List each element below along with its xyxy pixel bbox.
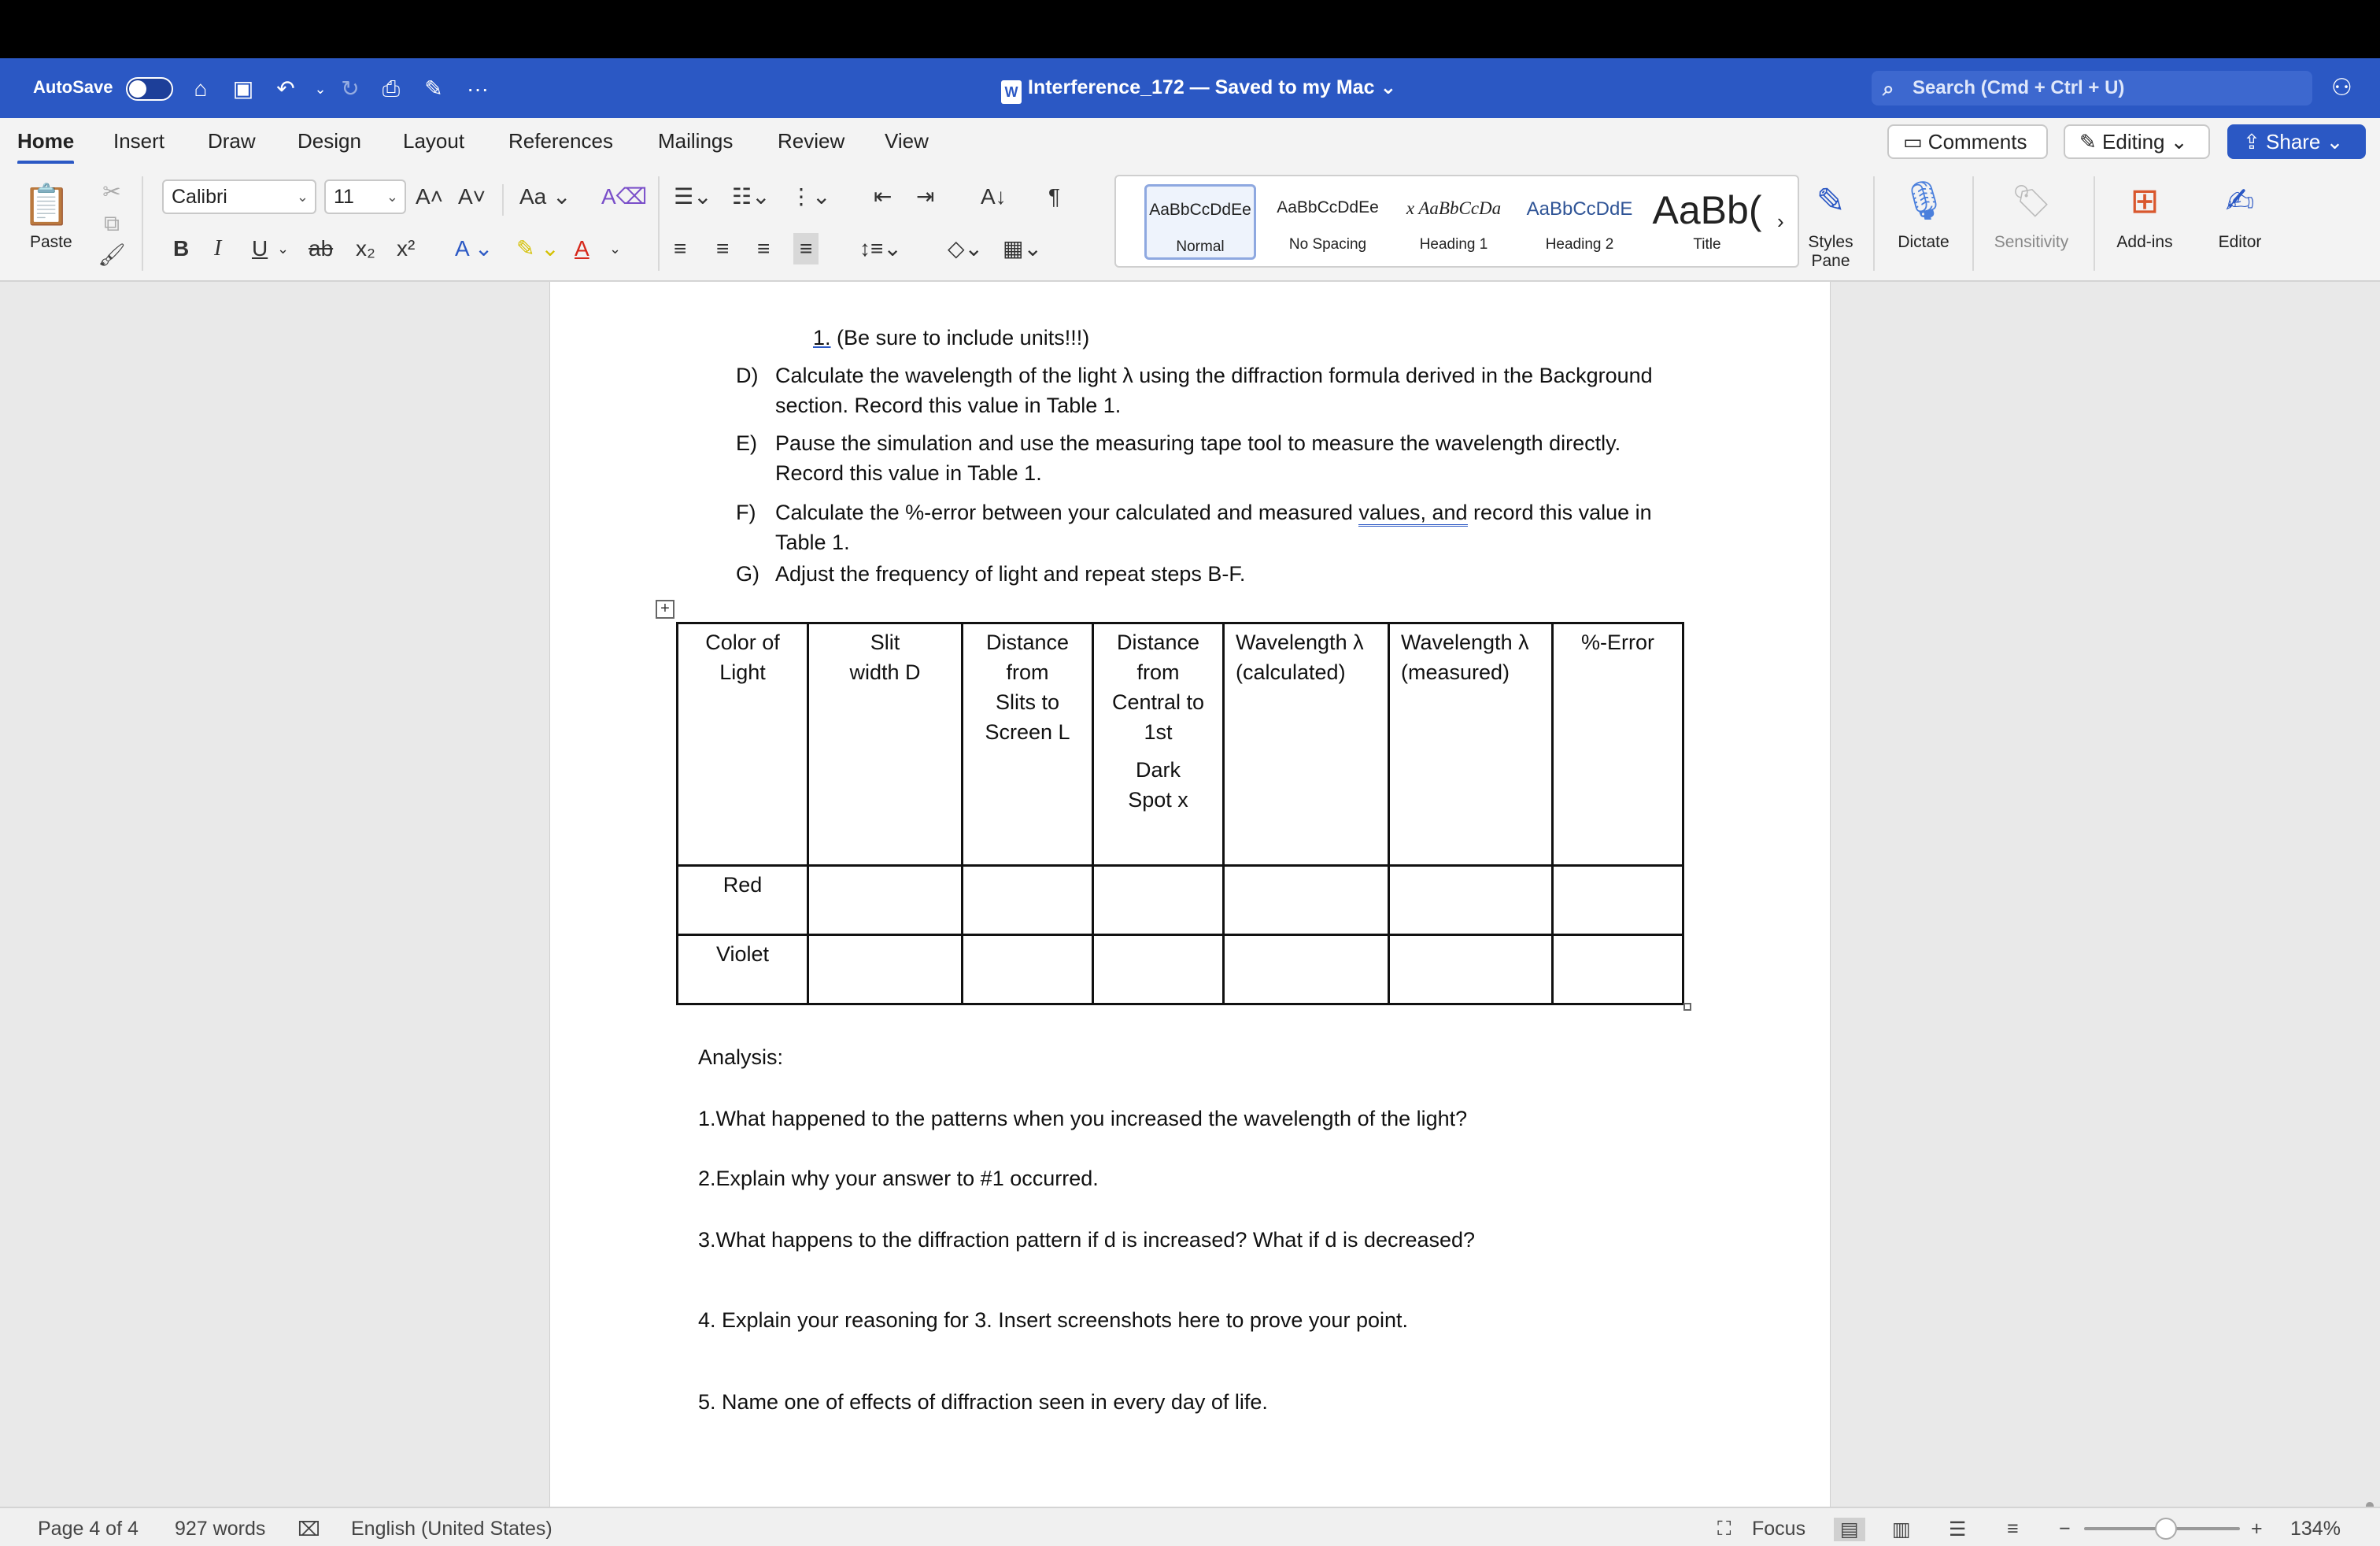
table-cell[interactable]: [1224, 935, 1389, 1004]
bullets-icon[interactable]: ☰⌄: [674, 184, 712, 209]
save-as-icon[interactable]: ✎: [424, 76, 443, 101]
borders-icon[interactable]: ▦⌄: [1003, 236, 1042, 261]
header-color-of-light[interactable]: Color of Light: [678, 623, 808, 866]
list-item-1: [813, 323, 1089, 353]
question-3: 3.What happens to the diffraction pattern if d is increased? What if d is decreased?: [698, 1228, 1476, 1252]
word-doc-icon: W: [1001, 80, 1022, 104]
align-right-icon[interactable]: ≡: [757, 236, 771, 261]
step-e-line-1: Pause the simulation and use the measuring tape tool to measure the wavelength directly.: [775, 431, 1621, 455]
document-page[interactable]: [549, 282, 1831, 1507]
question-1: 1.What happened to the patterns when you increased the wavelength of the light?: [698, 1107, 1468, 1130]
save-icon[interactable]: ▣: [232, 76, 254, 101]
tab-home[interactable]: Home: [17, 129, 75, 153]
strikethrough-icon[interactable]: ab: [309, 236, 334, 261]
chevron-down-icon: ⌄: [386, 189, 398, 205]
page-count[interactable]: Page 4 of 4: [38, 1518, 139, 1540]
add-ins-label: Add-ins: [2116, 233, 2173, 251]
table-cell[interactable]: [963, 866, 1093, 935]
chevron-down-icon[interactable]: ⌄: [609, 241, 622, 257]
header-distance-slits-screen[interactable]: Distance from Slits to Screen L: [963, 623, 1093, 866]
styles-pane-icon[interactable]: ✎: [1816, 182, 1846, 220]
highlight-icon[interactable]: ✎ ⌄: [516, 236, 560, 261]
title-bar: [0, 58, 2380, 118]
search-placeholder: Search (Cmd + Ctrl + U): [1913, 77, 2125, 98]
home-ribbon: [0, 164, 2380, 282]
document-canvas: [0, 282, 2380, 1507]
table-row: [678, 866, 1683, 935]
style-heading-2[interactable]: [1524, 184, 1635, 260]
table-cell[interactable]: [1093, 866, 1224, 935]
table-row: [678, 935, 1683, 1004]
tab-design[interactable]: Design: [298, 129, 361, 153]
header-slit-width[interactable]: Slit width D: [808, 623, 963, 866]
step-g-line-1: Adjust the frequency of light and repeat steps B-F.: [775, 562, 1246, 586]
sort-icon[interactable]: A↓: [981, 184, 1007, 209]
table-resize-handle[interactable]: [1683, 1003, 1691, 1011]
table-move-handle[interactable]: +: [656, 600, 674, 619]
increase-indent-icon[interactable]: ⇥: [916, 184, 935, 209]
header-percent-error[interactable]: %-Error: [1553, 623, 1683, 866]
tab-mailings[interactable]: Mailings: [658, 129, 734, 153]
menu-bar-black: [0, 0, 2380, 58]
autosave-label: AutoSave: [33, 77, 113, 97]
justify-icon[interactable]: ≡: [793, 233, 819, 264]
header-wavelength-measured[interactable]: Wavelength λ (measured): [1389, 623, 1553, 866]
home-icon[interactable]: ⌂: [194, 76, 208, 101]
line-spacing-icon[interactable]: ↕≡⌄: [859, 236, 902, 261]
data-table: [676, 622, 1684, 1005]
table-cell[interactable]: [1224, 866, 1389, 935]
ribbon-tab-bar: [0, 118, 2380, 164]
comments-button[interactable]: [1887, 124, 2048, 159]
editing-label: Editing: [2102, 130, 2165, 153]
undo-icon[interactable]: ↶: [276, 76, 295, 101]
underline-icon[interactable]: U: [252, 236, 268, 261]
zoom-in-icon[interactable]: +: [2251, 1518, 2263, 1540]
step-f-text-a: Calculate the %-error between your calculated and measured: [775, 501, 1359, 524]
zoom-slider-knob[interactable]: [2155, 1518, 2177, 1540]
paste-label: Paste: [30, 233, 72, 251]
shrink-font-icon[interactable]: A˅: [458, 184, 486, 209]
web-layout-icon[interactable]: ▥: [1892, 1518, 1911, 1540]
zoom-out-icon[interactable]: −: [2059, 1518, 2071, 1540]
account-icon[interactable]: ⚇: [2331, 75, 2352, 101]
font-name-value: Calibri: [172, 186, 227, 208]
shading-icon[interactable]: ◇⌄: [948, 236, 983, 261]
share-label: Share: [2266, 130, 2321, 153]
numbering-icon[interactable]: ☷⌄: [732, 184, 771, 209]
more-commands-icon[interactable]: ···: [467, 76, 489, 101]
style-name: Heading 1: [1419, 236, 1488, 253]
table-cell[interactable]: [1093, 935, 1224, 1004]
header-wavelength-calculated[interactable]: Wavelength λ (calculated): [1224, 623, 1389, 866]
step-letter-g: G): [736, 562, 759, 586]
bold-icon[interactable]: B: [173, 236, 190, 261]
style-no-spacing[interactable]: [1272, 184, 1384, 260]
editor-label: Editor: [2218, 233, 2262, 251]
comments-label: Comments: [1927, 130, 2027, 153]
text-effects-icon[interactable]: A ⌄: [455, 236, 493, 261]
editor-icon[interactable]: ✍: [2225, 182, 2255, 220]
table-cell[interactable]: [808, 866, 963, 935]
row-label-red[interactable]: Red: [678, 866, 808, 935]
share-button[interactable]: [2227, 124, 2366, 159]
grow-font-icon[interactable]: A˄: [416, 184, 444, 209]
step-e-line-2: Record this value in Table 1.: [775, 461, 1042, 485]
copy-icon[interactable]: ⧉: [104, 211, 120, 235]
sensitivity-label: Sensitivity: [1994, 233, 2069, 251]
step-d-line-1: Calculate the wavelength of the light λ using the diffraction formula derived in the Background: [775, 364, 1653, 387]
table-cell[interactable]: [808, 935, 963, 1004]
tab-insert[interactable]: Insert: [113, 129, 165, 153]
table-cell[interactable]: [1389, 866, 1553, 935]
paste-icon[interactable]: 📋: [22, 183, 72, 227]
font-size-select[interactable]: [324, 179, 406, 214]
question-2: 2.Explain why your answer to #1 occurred.: [698, 1167, 1099, 1190]
font-color-icon[interactable]: A: [575, 236, 589, 261]
style-heading-1[interactable]: [1398, 184, 1510, 260]
share-icon: ⇪: [2243, 130, 2267, 153]
change-case-button[interactable]: Aa ⌄: [519, 184, 571, 209]
chevron-down-icon: ⌄: [2320, 130, 2344, 153]
step-letter-e: E): [736, 431, 757, 455]
print-icon[interactable]: ⎙: [382, 76, 401, 101]
format-painter-icon[interactable]: 🖌: [98, 242, 126, 267]
step-f-line-2: Table 1.: [775, 531, 850, 554]
question-4: 4. Explain your reasoning for 3. Insert screenshots here to prove your point.: [698, 1308, 1408, 1332]
comment-icon: ▭: [1903, 130, 1928, 153]
table-cell[interactable]: [1389, 935, 1553, 1004]
outline-icon[interactable]: ☰: [1949, 1518, 1967, 1540]
document-title-text: Interference_172 — Saved to my Mac: [1028, 76, 1375, 98]
editing-button[interactable]: [2064, 124, 2210, 159]
table-cell[interactable]: [1553, 866, 1683, 935]
microphone-icon[interactable]: 🎙: [1900, 180, 1948, 222]
step-f-text-c: record this value in: [1467, 501, 1652, 524]
tab-review[interactable]: Review: [778, 129, 845, 153]
focus-label[interactable]: Focus: [1752, 1518, 1806, 1540]
undo-dropdown-icon[interactable]: ⌄: [314, 81, 327, 97]
show-formatting-icon[interactable]: ¶: [1048, 184, 1061, 209]
chevron-down-icon: ⌄: [296, 189, 309, 205]
multilevel-list-icon[interactable]: ⋮⌄: [790, 184, 831, 209]
sensitivity-icon[interactable]: 🏷: [2011, 184, 2052, 219]
search-icon: ⌕: [1883, 76, 1894, 100]
chevron-right-icon[interactable]: ›: [1777, 209, 1784, 233]
subscript-icon[interactable]: x₂: [356, 236, 375, 261]
style-name: Normal: [1176, 239, 1225, 255]
document-title[interactable]: [1001, 76, 1396, 104]
step-letter-d: D): [736, 364, 759, 387]
styles-gallery: [1114, 175, 1799, 268]
question-5: 5. Name one of effects of diffraction seen in every day of life.: [698, 1390, 1268, 1414]
clear-formatting-icon[interactable]: A⌫: [601, 184, 648, 209]
autosave-toggle[interactable]: [126, 77, 173, 101]
chevron-down-icon: ⌄: [1374, 76, 1397, 98]
print-layout-icon[interactable]: ▤: [1834, 1518, 1865, 1541]
step-d-line-2: section. Record this value in Table 1.: [775, 394, 1122, 417]
status-bar: [0, 1507, 2380, 1546]
style-sample: AaBbCcDdEe: [1277, 198, 1379, 216]
analysis-heading: Analysis:: [698, 1045, 784, 1069]
step-f-text-b: values, and: [1358, 501, 1467, 527]
header-distance-central-dark-spot[interactable]: Distance from Central to 1st Dark Spot x: [1093, 623, 1224, 866]
align-left-icon[interactable]: ≡: [674, 236, 687, 261]
style-sample: AaBb(: [1652, 188, 1762, 232]
language[interactable]: English (United States): [351, 1518, 552, 1540]
italic-icon[interactable]: I: [214, 236, 222, 261]
step-letter-f: F): [736, 501, 756, 524]
style-name: No Spacing: [1288, 236, 1367, 253]
chevron-down-icon[interactable]: ⌄: [277, 241, 290, 257]
style-sample: AaBbCcDdEe: [1149, 201, 1251, 219]
superscript-icon[interactable]: x²: [397, 236, 416, 261]
chevron-down-icon: ⌄: [2164, 130, 2188, 153]
list-number: 1.: [813, 326, 831, 350]
tab-layout[interactable]: Layout: [403, 129, 465, 153]
add-ins-icon[interactable]: ⊞: [2130, 182, 2160, 220]
tab-view[interactable]: View: [885, 129, 929, 153]
cut-icon[interactable]: ✂: [102, 179, 121, 204]
step-f-line-1: [775, 497, 1652, 527]
style-name: Heading 2: [1545, 236, 1614, 253]
word-count[interactable]: 927 words: [175, 1518, 266, 1540]
redo-icon[interactable]: ↻: [341, 76, 360, 101]
search-box[interactable]: [1872, 71, 2312, 105]
font-size-value: 11: [334, 186, 354, 208]
tab-references[interactable]: References: [508, 129, 613, 153]
table-header-row: [678, 623, 1683, 866]
style-sample: x AaBbCcDa: [1406, 198, 1502, 218]
draft-icon[interactable]: ≡: [2007, 1518, 2019, 1540]
zoom-level[interactable]: 134%: [2290, 1518, 2341, 1540]
dictate-label: Dictate: [1898, 233, 1949, 251]
style-sample: AaBbCcDdE: [1526, 198, 1633, 220]
tab-draw[interactable]: Draw: [208, 129, 256, 153]
row-label-violet[interactable]: Violet: [678, 935, 808, 1004]
table-cell[interactable]: [1553, 935, 1683, 1004]
align-center-icon[interactable]: ≡: [716, 236, 730, 261]
proofing-icon[interactable]: ⌧: [298, 1518, 320, 1540]
pencil-icon: ✎: [2079, 130, 2103, 153]
style-normal[interactable]: [1144, 184, 1256, 260]
list-text: (Be sure to include units!!!): [837, 326, 1090, 350]
decrease-indent-icon[interactable]: ⇤: [874, 184, 893, 209]
style-title[interactable]: [1651, 184, 1763, 260]
focus-icon[interactable]: ⛶: [1717, 1518, 1731, 1540]
styles-pane-label: Styles Pane: [1808, 233, 1853, 270]
font-name-select[interactable]: [162, 179, 316, 214]
table-cell[interactable]: [963, 935, 1093, 1004]
style-name: Title: [1693, 236, 1721, 253]
change-case-label: Aa: [519, 184, 547, 209]
